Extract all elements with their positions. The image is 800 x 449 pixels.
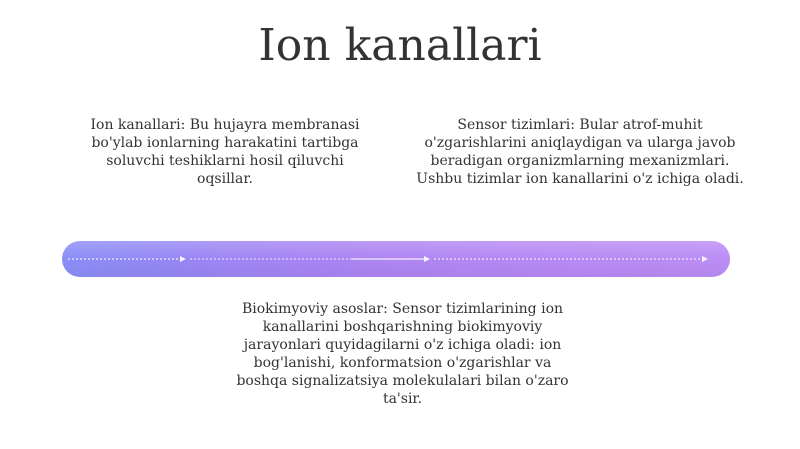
- slide-title: Ion kanallari: [258, 20, 542, 71]
- timeline-bar: [62, 241, 730, 277]
- arrow-head-1-icon: [180, 256, 186, 262]
- text-block-biochemical-basis: Biokimyoviy asoslar: Sensor tizimlarining ion kanallarini boshqarishning biokimyoviy jarayonlari quyidagilarni o'z ichiga oladi: ion bog'lanishi, konformatsion o'zgarishlar va boshqa signalizatsiya molekulalari bilan o'zaro ta'sir.: [236, 301, 569, 407]
- text-block-ion-channels: Ion kanallari: Bu hujayra membranasi bo'ylab ionlarning harakatini tartibga soluvchi teshiklarni hosil qiluvchi oqsillar.: [90, 117, 360, 187]
- arrow-head-2-icon: [424, 256, 430, 262]
- arrow-head-3-icon: [702, 256, 708, 262]
- text-block-sensor-systems: Sensor tizimlari: Bular atrof-muhit o'zgarishlarini aniqlaydigan va ularga javob beradigan organizmlarning mexanizmlari. Ushbu tizimlar ion kanallarini o'z ichiga oladi.: [416, 117, 744, 187]
- timeline-arrows: [62, 241, 730, 277]
